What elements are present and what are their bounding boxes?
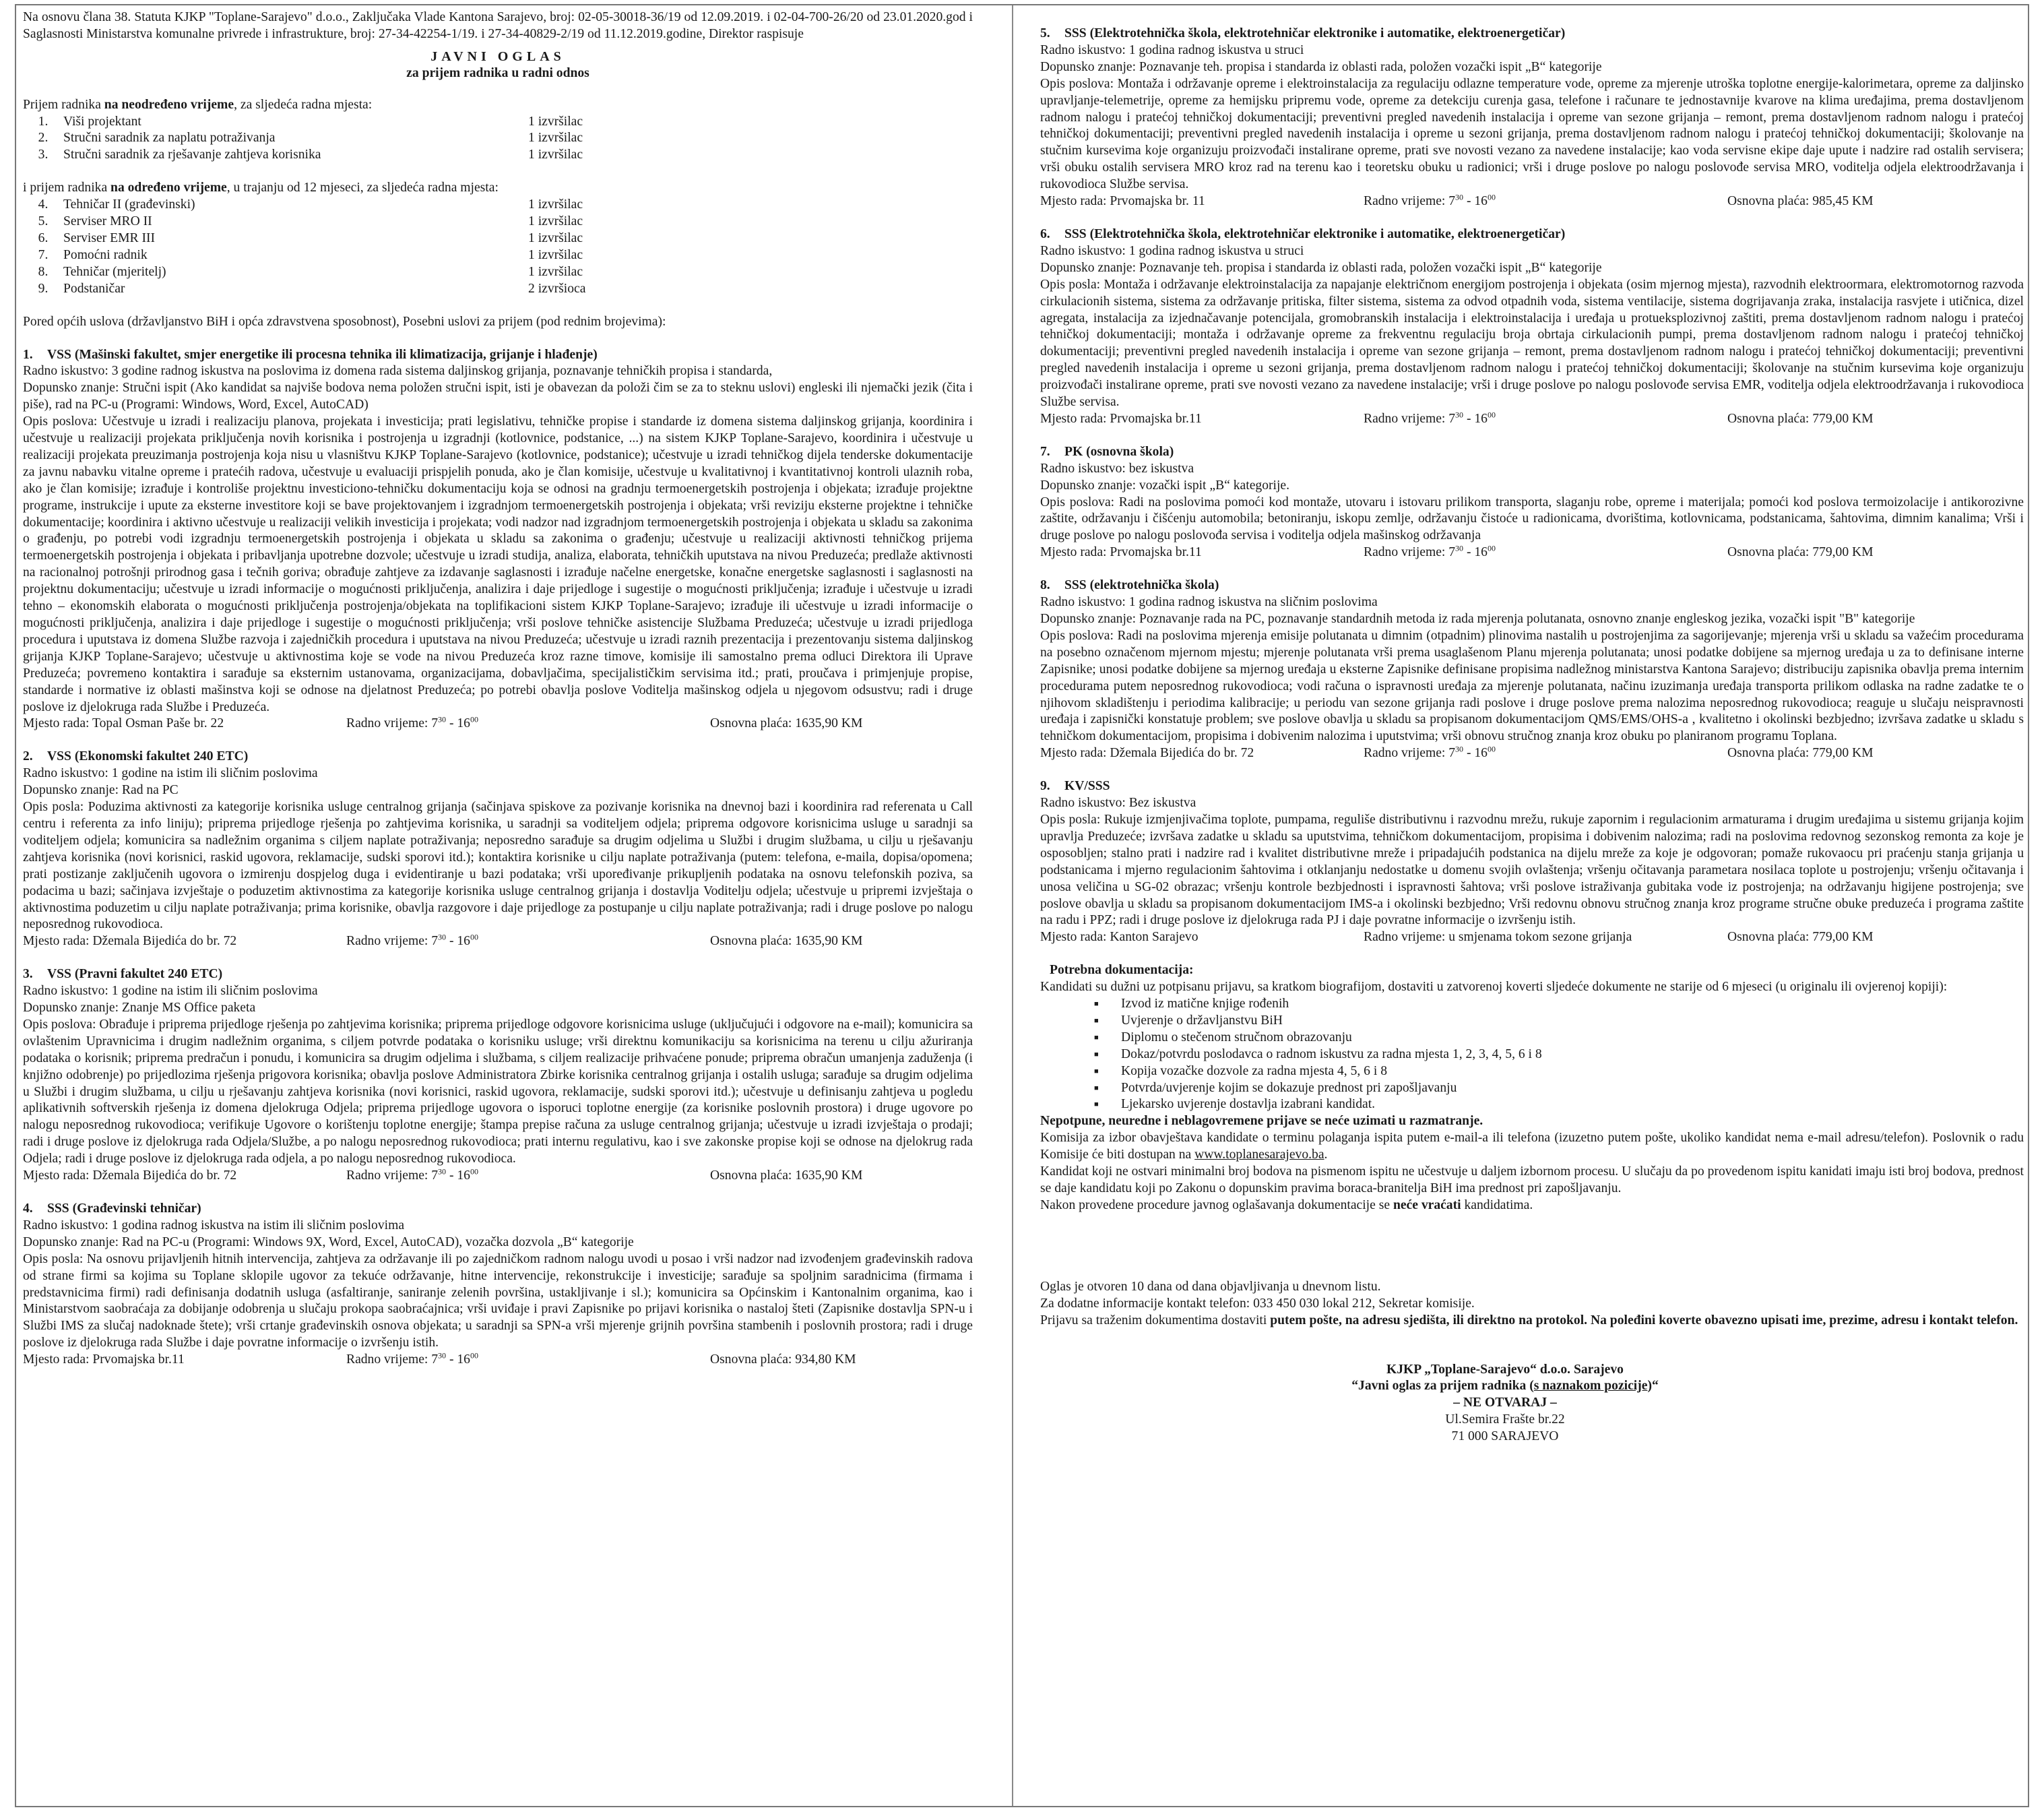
position-section (1040, 26, 2024, 210)
section-requirement: Dopunsko znanje: Rad na PC (23, 783, 179, 798)
position-list-item: 5. Serviser MRO II 1 izvršilac (38, 214, 583, 229)
section-heading: 8. SSS (elektrotehnička škola) (1040, 578, 1219, 593)
section-footer-row: Mjesto rada: Džemala Bijedića do br. 72 Radno vrijeme: $7^{30} - 16^{00}$ Osnovna plaća: 779,00 KM (1040, 744, 1874, 761)
doc-list-item: ■ Dokaz/potvrdu poslodavca o radnom iskustvu za radna mjesta 1, 2, 3, 4, 5, 6 i 8 (1121, 1046, 2024, 1063)
doc-list-item: ■ Potvrda/uvjerenje kojim se dokazuje prednost pri zapošljavanju (1121, 1080, 2024, 1097)
definite-positions-list (23, 197, 973, 297)
doc-list-item: ■ Ljekarsko uvjerenje dostavlja izabrani kandidat. (1121, 1096, 2024, 1113)
section-requirement: Dopunsko znanje: Rad na PC-u (Programi: Windows 9X, Word, Excel, AutoCAD), vozačka dozvola „B“ kategorije (23, 1234, 634, 1249)
position-list-item: 7. Pomoćni radnik 1 izvršilac (38, 247, 583, 262)
position-list-item: 8. Tehničar (mjeritelj) 1 izvršilac (38, 264, 583, 279)
position-section (1040, 778, 2024, 946)
section-footer-row: Mjesto rada: Prvomajska br.11 Radno vrijeme: $7^{30} - 16^{00}$ Osnovna plaća: 779,00 KM (1040, 410, 1874, 426)
doc-list-item: ■ Izvod iz matične knjige rođenih (1121, 996, 2024, 1013)
commission-paragraph: Komisija za izbor obavještava kandidate o terminu polaganja ispita putem e-mail-a ili telefona (izuzetno putem pošte, ukoliko kandidat nema e-mail adresu/telefon). Poslovnik o radu Komisije će biti dostupan na www.toplanesarajevo.ba. (1040, 1131, 2024, 1162)
section-footer-row: Mjesto rada: Kanton Sarajevo Radno vrijeme: u smjenama tokom sezone grijanja Osnovna plaća: 779,00 KM (1040, 930, 1874, 945)
position-list-item: 6. Serviser EMR III 1 izvršilac (38, 230, 583, 245)
section-heading: 6. SSS (Elektrotehnička škola, elektrotehničar elektronike i automatike, elektroenergetičar) (1040, 226, 1566, 241)
section-requirement: Dopunsko znanje: Poznavanje teh. propisa i standarda iz oblasti rada, položen vozački ispit „B“ kategorije (1040, 260, 1602, 275)
section-requirement: Dopunsko znanje: Poznavanje teh. propisa i standarda iz oblasti rada, položen vozački ispit „B“ kategorije (1040, 59, 1602, 74)
position-section (1040, 577, 2024, 762)
position-list-item: 1. Viši projektant 1 izvršilac (38, 114, 583, 129)
section-requirement: Radno iskustvo: 1 godina radnog iskustva u struci (1040, 42, 1304, 57)
section-heading: 2. VSS (Ekonomski fakultet 240 ETC) (23, 749, 249, 764)
section-description: Opis posla: Poduzima aktivnosti za kategorije korisnika usluge centralnog grijanja (sačinjava spiskove za pozivanje korisnika na dnevnoj bazi i koordinira rad referenata u Call centru i referenta za info liniju); priprema prijedloge rješenja po zahtjevima korisnika, u saradnji sa voditeljem odjela; priprema odgovore korisnicima usluge u saradnji sa voditeljem odjela; komunicira sa nadležnim organima s ciljem naplate potraživanja; neposredno sarađuje sa drugim odjelima u Službi i drugim službama, u cilju u rješavanju zahtjeva korisnika (novi korisnici, raskid ugovora, reklamacije, sudski sporovi itd.); kontaktira korisnike u cilju naplate potraživanja (putem: telefona, e-maila, dopisa/opomena; prati postizanje zaključenih ugovora o izmirenju dospjelog duga i evidentiranje u bazi podataka; vrši upoređivanje prikupljenih podataka na osnovu telefonskih poziva, sa podacima u bazi; sačinjava izvještaje o poduzetim aktivnostima za kategorije korisnika usluge centralnog grijanja i dostavlja Voditelju odjela; učestvuje u pripremi izvještaja o aktivnostima poduzetim u cilju naplate potraživanja; prima korisnike, obavlja razgovore i daje prijedloge za postupanje u cilju naplate potraživanja; radi i druge poslove po nalogu neposrednog rukovodioca. (23, 800, 973, 932)
position-section (23, 749, 973, 950)
position-list-item: 4. Tehničar II (građevinski) 1 izvršilac (38, 197, 583, 212)
docs-list (1040, 996, 2024, 1113)
docs-title: Potrebna dokumentacija: (1050, 963, 1194, 978)
section-requirement: Dopunsko znanje: Poznavanje rada na PC, poznavanje standardnih metoda iz rada mjerenja polutanata, osnovno znanje engleskog jezika, vozački ispit "B" kategorije (1040, 612, 1915, 626)
doc-list-item: ■ Diplomu o stečenom stručnom obrazovanju (1121, 1030, 2024, 1046)
section-footer-row: Mjesto rada: Prvomajska br.11 Radno vrijeme: $7^{30} - 16^{00}$ Osnovna plaća: 779,00 KM (1040, 543, 1874, 560)
section-requirement: Radno iskustvo: 1 godina radnog iskustva u struci (1040, 243, 1304, 258)
section-description: Opis posla: Na osnovu prijavljenih hitnih intervencija, zahtjeva za održavanje ili po zajedničkom radnom nalogu uvodi u posao i vrši nadzor nad izvođenjem građevinskih radova od strane firmi sa kojima su Toplane sklopile ugovor za tekuće održavanje, hitne intervencije, rekonstrukcije i investicije; sarađuje sa spoljnim saradnicima (firmama i predstavnicima firmi) radi definisanja dodatnih usluga (asfaltiranje, saniranje zelenih površina, ustakljivanje i sl.); komunicira sa Općinskim i Kantonalnim organima, kao i Ministarstvom saobraćaja za dobijanje odobrenja u slučaju prokopa saobraćajnica; vrši uviđaje i pravi Zapisnike po prijavi korisnika o nastaloj šteti (Zapisnike dostavlja SPN-u i Službi IMS za slučaj nadoknade štete); vrši crtanje građevinskih osnova objekata; u saradnji sa SPN-a vrši mjerenje grijnih površina stambenih i poslovnih prostora; radi i druge poslove iz djelokruga rada Službe i daje povratne informacije o izvršenju istih. (23, 1251, 973, 1350)
section-footer-row: Mjesto rada: Topal Osman Paše br. 22 Radno vrijeme: $7^{30} - 16^{00}$ Osnovna plaća: 1635,90 KM (23, 714, 863, 731)
section-heading: 7. PK (osnovna škola) (1040, 444, 1174, 459)
intro-paragraph: Na osnovu člana 38. Statuta KJKP "Toplane-Sarajevo" d.o.o., Zaključaka Vlade Kantona Sarajevo, broj: 02-05-30018-36/19 od 12.09.2019. i 02-04-700-26/20 od 23.01.2020.god i Saglasnosti Ministarstva komunalne privrede i infrastrukture, broj: 27-34-42254-1/19. i 27-34-40829-2/19 od 11.12.2019.godine, Direktor raspisuje (23, 10, 973, 41)
send-instructions: Prijavu sa traženim dokumentima dostaviti putem pošte, na adresu sjedišta, ili direktno na protokol. Na poleđini koverte obavezno upisati ime, prezime, adresu i kontakt telefon. (1040, 1313, 2018, 1327)
section-footer-row: Mjesto rada: Džemala Bijedića do br. 72 Radno vrijeme: $7^{30} - 16^{00}$ Osnovna plaća: 1635,90 KM (23, 1166, 863, 1183)
doc-list-item: ■ Uvjerenje o državljanstvu BiH (1121, 1013, 2024, 1030)
section-description: Opis posla: Montaža i održavanje elektroinstalacija za napajanje električnom energijom postrojenja i objekata (osim mjernog mjesta), razvodnih elektroormara, elektromotornog razvoda cirkulacionih sistema, sistema za održavanje pritiska, filter sistema, sistema za odvod otpadnih voda, sistema ventilacije, sistema dogrijavanja zraka, instalacija rasvjete i utičnica, dizel agregata, instalacija za izjednačavanje potencijala, gromobranskih instalacija i elektroinstalacija i uređaja u protueksplozivnoj zaštiti, prema dostavljenom radnom nalogu i pratećoj tehničkoj dokumentaciji; montaža i održavanje opreme za frekventnu regulaciju broja obrtaja cirkulacionih pumpi, prema dostavljenom radnom nalogu i pratećoj tehničkoj dokumentaciji; preventivni pregled navedenih instalacija i opreme van sezone grijanja – remont, prema dostavljenom radnom nalogu i pratećoj tehničkoj dokumentaciji; preventivni pregled navedenih instalacija i opreme u sezoni grijanja, prema dostavljenom radnom nalogu i pratećoj tehničkoj dokumentaciji; školovanje na stučnim kursevima koje organizuju proizvođači instalirane opreme, prati sve novosti vezano za navedene instalacije; vrši i druge poslove po nalogu poslovođe servisa EMR, voditelja odjela elektroodržavanja i rukovodioca Službe servisa. (1040, 277, 2024, 410)
section-requirement: Radno iskustvo: bez iskustva (1040, 461, 1194, 476)
section-requirement: Radno iskustvo: 1 godina radnog iskustva na istim ili sličnim poslovima (23, 1218, 405, 1232)
position-section (23, 347, 973, 733)
section-heading: 5. SSS (Elektrotehnička škola, elektrotehničar elektronike i automatike, elektroenergetičar) (1040, 26, 1566, 40)
section-description: Opis poslova: Obrađuje i priprema prijedloge rješenja po zahtjevima korisnika; priprema prijedloge odgovore korisnicima usluge (uključujući i odgovore na e-mail); komunicira sa ovlaštenim Upravnicima i drugim nadležnim organima, s ciljem potvrde podataka o korisniku usluge; vrši direktnu komunikaciju sa korisnicima na terenu u cilju ažuriranja podataka o korisnik; priprema predračun i ponudu, i komunicira sa drugim odjelima i službama, s ciljem realizacije prihvaćene ponude; priprema obračun umanjenja zaduženja (i knjižno odobrenje) po prijedlozima rješenja prigovora korisnika; obavlja poslove Administratora Zbirke korisnika centralnog grijanja i ostalih usluga; sarađuje sa drugim odjelima u Službi i drugim službama, u cilju u rješavanju zahtjeva korisnika (novi korisnici, raskid ugovora, reklamacije, sudski sporovi itd.); učestvuje u definisanju zahtjeva u pogledu aplikativnih softverskih rješenja iz domena djelokruga Odjela; priprema prijedloge ugovora o isporuci toplotne energije (za korisnike poslovnih prostora) i druge ugovore po nalogu neposrednog rukovodioca; verifikuje Ugovore o korištenju toplotne energije; štampa prepise računa za usluge centralnog grijanja; učestvuje u izradi izvještaja o prodaji; radi i druge poslove iz djelokruga rada Odjela/Službe, a po nalogu neposrednog rukovodioca; prati internu regulativu, kao i sve zakonske propise koji se odnose na djelokrug rada Odjela; radi i druge poslove iz djelokruga rada odjela, a po nalogu neposrednog rukovodioca. (23, 1017, 973, 1166)
position-sections-left (23, 347, 973, 1369)
position-section (23, 1201, 973, 1369)
right-column (1040, 5, 2024, 1445)
position-list-item: 9. Podstaničar 2 izvršioca (38, 281, 586, 296)
position-list-item: 2. Stručni saradnik za naplatu potraživanja 1 izvršilac (38, 131, 583, 146)
indefinite-intro: Prijem radnika na neodređeno vrijeme, za sljedeća radna mjesta: (23, 97, 373, 112)
conditions-paragraph: Pored općih uslova (državljanstvo BiH i opća zdravstvena sposobnost), Posebni uslovi za prijem (pod rednim brojevima): (23, 314, 666, 329)
position-sections-right (1040, 26, 2024, 946)
section-description: Opis poslova: Radi na poslovima pomoći kod montaže, utovaru i istovaru prilikom transporta, slaganju robe, opreme i materijala; pomoći kod poslova termoizolacije i antikorozivne zaštite, održavanju i čišćenju automobila; betoniranju, iskopu zemlje, održavanju čistoće u radionicama, dvorištima, kotlovnicama, podstanicama, šahtovima, dimnim kanalima; Vrši i druge poslove po nalogu poslovođa servisa i voditelja odjela mašinskog održavanja (1040, 495, 2024, 543)
section-requirement: Dopunsko znanje: vozački ispit „B“ kategorije. (1040, 478, 1289, 493)
position-section (23, 966, 973, 1185)
open-duration: Oglas je otvoren 10 dana od dana objavljivanja u dnevnom listu. (1040, 1279, 1381, 1294)
notice-title: JAVNI OGLAS (430, 49, 565, 64)
position-section (1040, 444, 2024, 561)
docs-intro: Kandidati su dužni uz potpisanu prijavu, sa kratkom biografijom, dostaviti u zatvorenoj koverti sljedeće dokumente ne starije od 6 mjeseci (u originalu ili ovjerenoj kopiji): (1040, 980, 1948, 995)
section-heading: 1. VSS (Mašinski fakultet, smjer energetike ili procesna tehnika ili klimatizacija, grijanje i hlađenje) (23, 347, 598, 362)
section-description: Opis posla: Rukuje izmjenjivačima toplote, pumpama, reguliše distributivnu i razvodnu mrežu, rukuje zapornim i regulacionim armaturama i drugim uređajima u sistemu grijanja kojim upravlja Preduzeće; izvršava zadatke u skladu sa uputstvima, tehničkom dokumentacijom, propisima i dobivenim nalozima; radi na poslovima redovnog sezonskog remonta za koje je osposobljen; stalno prati i nadzire rad i kvalitet distributivne mreže i pripadajućih podstanica na dijelu mreže za koje je odgovoran; pomaže rukovaocu pri praćenju stanja grijanja u podstanicama i mjerno regulacionim šahtovima i otklanjanju nedostatke u domenu svojih ovlaštenja; vršenju očitavanja parametara nosilaca toplote u postrojenju; vršenju očitavanja i unosa veličina u SG-02 obrazac; vršenju kontrole bezbjednosti i ispravnosti šahtova; vrši poslove istraživanja gubitaka vode iz postrojenja; na održavanju higijene postrojenja; sve poslove obavlja u skladu sa propisanom dokumentacijom IMS-a i okolinski bezbjedno; Vrši redovnu obnovu stručnog znanja kroz programe stručne obuke preduzeća i programa zaštite na radu i PPZ; radi i druge poslove iz djelokruga rada PJ i daje povratne informacije o izvršenju istih. (1040, 812, 2024, 928)
notice-subtitle: za prijem radnika u radni odnos (406, 65, 589, 80)
section-footer-row: Mjesto rada: Džemala Bijedića do br. 72 Radno vrijeme: $7^{30} - 16^{00}$ Osnovna plaća: 1635,90 KM (23, 932, 863, 949)
doc-list-item: ■ Kopija vozačke dozvole za radna mjesta 4, 5, 6 i 8 (1121, 1063, 2024, 1080)
section-heading: 3. VSS (Pravni fakultet 240 ETC) (23, 967, 223, 982)
incomplete-note: Nepotpune, neuredne i neblagovremene prijave se neće uzimati u razmatranje. (1040, 1114, 1483, 1129)
left-column (23, 5, 973, 1369)
section-requirement: Radno iskustvo: 1 godine na istim ili sličnim poslovima (23, 984, 318, 999)
section-description: Opis poslova: Montaža i održavanje opreme i elektroinstalacija za regulaciju odlazne temperature vode, opreme za mjerenje utroška toplotne energije-kalorimetara, opreme za daljinsko upravljanje-telemetrije, opreme za hemijsku pripremu vode, opreme za detekciju curenja gasa, telefone i računare te jednostavnije kvarove na klima uređajima, prema dostavljenom radnom nalogu i pratećoj tehničkoj dokumentaciji; preventivni pregled navedenih instalacija i opreme van sezone grijanja – remont, prema dostavljenom radnom nalogu i pratećoj tehničkoj dokumentaciji; preventivni pregled navedenih instalacija i opreme u sezoni grijanja, prema dostavljenom radnom nalogu i pratećoj tehničkoj dokumentaciji; školovanje na stučnim kursevima koje organizuju proizvođači instalirane opreme, prati sve novosti vezano za navedene instalacije; kao voda servisne ekipe daje upute i nadzire rad ostalih servisera; vrši obuku ostalih servisera MRO kroz rad na terenu kao i teoretsku obuku u radionici; vrši i druge poslove po nalogu poslovođe servisa MRO, voditelja odjela elektroodržavanja i rukovodioca Službe servisa. (1040, 76, 2024, 192)
section-footer-row: Mjesto rada: Prvomajska br. 11 Radno vrijeme: $7^{30} - 16^{00}$ Osnovna plaća: 985,45 KM (1040, 192, 1874, 209)
contact-info: Za dodatne informacije kontakt telefon: 033 450 030 lokal 212, Sekretar komisije. (1040, 1296, 1475, 1311)
section-requirement: Dopunsko znanje: Stručni ispit (Ako kandidat sa najviše bodova nema položen stručni ispit, isti je obavezan da položi čim se za to steknu uslovi) engleski ili njemački jezik (čita i piše), rad na PC-u (Programi: Windows, Word, Excel, AutoCAD) (23, 381, 973, 412)
section-requirement: Dopunsko znanje: Znanje MS Office paketa (23, 1001, 256, 1015)
section-requirement: Radno iskustvo: 1 godina radnog iskustva na sličnim poslovima (1040, 595, 1378, 610)
position-list-item: 3. Stručni saradnik za rješavanje zahtjeva korisnika 1 izvršilac (38, 148, 583, 162)
column-divider (1012, 5, 1013, 1806)
min-points-paragraph: Kandidat koji ne ostvari minimalni broj bodova na pismenom ispitu ne učestvuje u daljem izbornom procesu. U slučaju da po provedenom ispitu kanidati imaju isti broj bodova, prednost se daje kandidatu koji po Zakonu o dopunskim pravima boraca-branitelja BiH ima prednost pri zapošljavanju. (1040, 1164, 2024, 1195)
website-link[interactable]: www.toplanesarajevo.ba (1194, 1148, 1324, 1162)
after-procedure-paragraph: Nakon provedene procedure javnog oglašavanja dokumentacije se neće vraćati kandidatima. (1040, 1197, 1533, 1212)
section-heading: 4. SSS (Građevinski tehničar) (23, 1201, 201, 1216)
position-section (1040, 226, 2024, 428)
section-description: Opis poslova: Radi na poslovima mjerenja emisije polutanata u dimnim (otpadnim) plinovima nastalih u postrojenjima za sagorijevanje; mjerenja vrši u skladu sa važećim procedurama na posebno označenom mjernom mjestu; mjerenje polutanata vrši prema usaglašenom Planu mjerenja polutanata; unosi podatke dobijene sa mjernog uređaja u za to definisane interne Zapisnike; unosi podatke dobijene sa mjernog uređaja u eksterne Zapisnike definisane propisima nadležnog ministarstva Kantona Sarajevo; distribuciju zapisnika obavlja prema internim procedurama putem neposrednog rukovodioca; vodi računa o ispravnosti uređaja za mjerenje polutanata, načinu izuzimanja uređaja transporta prilikom odlaska na radne zadatke te o njihovom skladištenju i periodima kalibracije; u periodu van sezone grijanja radi poslove i druge poslove prema nalozima neposrednog rukovodioca; reaguje u slučaju neispravnosti uređaja i zapisnički konstatuje problem; sve poslove obavlja u skladu sa propisanom dokumentacijom QMS/EMS/OHS-a , kvalitetno i okolinski bezbjedno; izvršava zadatke u skladu s tehničkom dokumentacijom, propisima i dobivenim nalozima i uputstvima; vrši obnovu stručnog znanja kroz obuku po planiranom programu Toplana. (1040, 628, 2024, 744)
indefinite-positions-list (23, 114, 973, 164)
newspaper-page (15, 4, 2029, 1807)
section-requirement: Radno iskustvo: 3 godine radnog iskustva na poslovima iz domena rada sistema daljinskog grijanja, poznavanje tehničkih propisa i standarda, (23, 364, 773, 379)
section-requirement: Radno iskustvo: 1 godine na istim ili sličnim poslovima (23, 766, 318, 781)
section-heading: 9. KV/SSS (1040, 779, 1110, 794)
section-requirement: Radno iskustvo: Bez iskustva (1040, 796, 1196, 811)
section-footer-row: Mjesto rada: Prvomajska br.11 Radno vrijeme: $7^{30} - 16^{00}$ Osnovna plaća: 934,80 KM (23, 1350, 856, 1367)
definite-intro: i prijem radnika na određeno vrijeme, u trajanju od 12 mjeseci, za sljedeća radna mjesta: (23, 181, 499, 195)
section-description: Opis poslova: Učestvuje u izradi i realizaciju planova, projekata i investicija; prati legislativu, tehničke propise i standarde iz domena sistema daljinskog grijanja, koordinira i učestvuje u realizaciji projekata priključenja novih korisnika i postrojenja u izgradnji (kotlovnice, podstanice, ...) na sistem KJKP Toplane-Sarajevo, koordinira i učestvuje u realizaciji projekata preuzimanja postrojenja koja nisu u vlasništvu KJKP Toplane-Sarajevo (kotlovnice, podstanice); učestvuje u izradi tehničkog dijela tenderske dokumentacije za javnu nabavku vitalne opreme i pratećih radova, učestvuje u evaluaciji prispjelih ponuda, ako je član komisije, učestvuje u kvalitativnoj i kvantitativnoj kontroli ulaznih roba, ako je član komisije; izrađuje i kontroliše projektnu investiciono-tehničku dokumentaciju koja se odnosi na gradnju termoenergetskih postrojenja i objekata; izrađuje projektne programe, instrukcije i upute za eksterne investitore koji se bave projektovanjem i izgradnjom termoenergetskih postrojenja i objekata; vrši reviziju eksterne projektne i tehničke dokumentacije; koordinira i aktivno učestvuje u realizaciji velikih investicija i projekata; vodi nadzor nad izgradnjom termoenergetskih postrojenja i objekata u skladu sa zakonima o građenju, po potrebi vodi izgradnju termoenergetskih postrojenja i objekata u skladu sa zakonima o građenju; učestvuje u realizaciji aktivnosti tehničkog prijema termoenergetskih postrojenja i objekata i pribavljanja upotrebne dozvole; učestvuje u izradi studija, analiza, elaborata, tehničkih uputstava na nivou Preduzeća; predlaže aktivnosti na racionalnoj potrošnji prirodnog gasa i tečnih goriva; obrađuje zahtjeve za izdavanje saglasnosti i izrađuje načelne energetske, konačne energetske saglasnosti i saglasnosti na projektnu dokumentaciju; učestvuje u izradi informacije o mogućnosti priključenja, analizira i daje prijedloge i sugestije o mogućnosti priključenja; izrađuje i učestvuje u izradi tehno – ekonomskih elaborata o mogućnosti priključenja postrojenja/objekata na toplifikacioni sistem KJKP Toplane-Sarajevo; izrađuje ili učestvuje u izradi informacije o mogućnosti priključenja, analizira i daje prijedloge i sugestije o mogućnosti priključenja; vrši poslove tehničke asistencije Službama Preduzeća; učestvuje u izradi prijedloga procedura i uputstava iz domena Službe razvoja i zajedničkih procedura i uputstava na nivou Preduzeća; učestvuje u izradi raznih prezentacija i prezentovanju sistema daljinskog grijanja KJKP Toplane-Sarajevo; učestvuje u aktivnostima koje se vode na nivou Preduzeća kroz razne timove, komisije ili samostalno prema odluci Direktora ili Uprave Preduzeća; povremeno kontaktira i sarađuje sa eksternim ustanovama, organizacijama, dobavljačima, specijalističkim servisima itd.; prati, proučava i primjenjuje propise, standarde i normative iz oblasti mašinstva koji se odnose na djelatnost Preduzeća; po potrebi obavlja poslove Voditelja mašinskog odjela u njegovom odsustvu; radi i druge poslove iz djelokruga rada Službe i Preduzeća. (23, 414, 973, 714)
address-block: KJKP „Toplane-Sarajevo“ d.o.o. Sarajevo “Javni oglas za prijem radnika (s naznakom pozicije)“ – NE OTVARAJ – Ul.Semira Frašte br.22 71 000 SARAJEVO (1351, 1362, 1659, 1444)
